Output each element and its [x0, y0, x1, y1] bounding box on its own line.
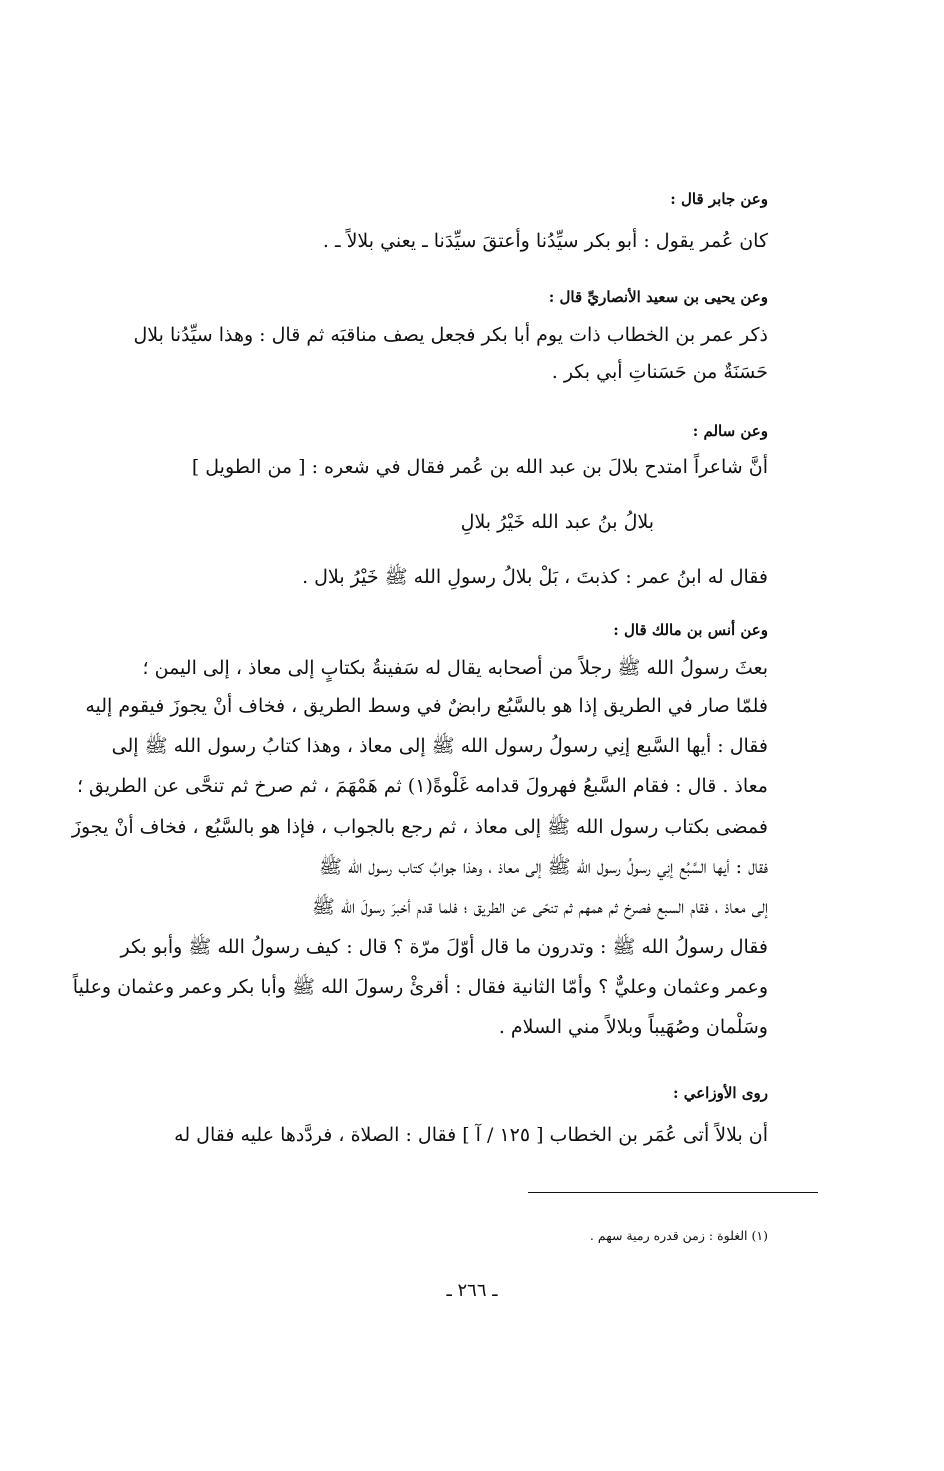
text-line: فمضى بكتاب رسول الله ﷺ إلى معاذ ، ثم رجع بالجواب ، فإذا هو بالسَّبُع ، فخاف أنْ يجوزَ — [71, 816, 768, 838]
heading-jabir: وعن جابر قال : — [670, 190, 768, 208]
footnote-divider — [528, 1192, 818, 1193]
text-line: فقال : أيها السَّبع إنِي رسولُ رسول الله ﷺ إلى معاذ ، وهذا كتابُ رسول الله ﷺ إلى — [111, 735, 768, 757]
text-line: معاذ . قال : فقام السَّبعُ فهرولَ قدامه غَلْوةً(١) ثم هَمْهَمَ ، ثم صرخ ثم تنحَّى عن الطريق ؛ — [76, 775, 768, 797]
text-line: بعثَ رسولُ الله ﷺ رجلاً من أصحابه يقال له سَفينةُ بكتابٍ إلى معاذ ، إلى اليمن ؛ — [142, 657, 768, 679]
heading-awzai: روى الأوزاعي : — [672, 1084, 768, 1102]
footnote: (١) الغلوة : زمن قدره رمية سهم . — [589, 1228, 768, 1243]
text-line: حَسَنَةٌ من حَسَناتِ أبي بكر . — [551, 361, 768, 383]
text-line: فقال رسولُ الله ﷺ : وتدرون ما قال أوّلَ مرّة ؟ قال : كيف رسولُ الله ﷺ وأبو بكر — [120, 936, 768, 958]
text-line: فقال له ابنُ عمر : كذبتَ ، بَلْ بلالُ رسولِ الله ﷺ خَيْرُ بلال . — [302, 566, 768, 588]
page-number: ـ ٢٦٦ ـ — [446, 1280, 498, 1301]
text-line: إلى معاذ ، فقام السبع فصرخ ثم همهم ثم تنحّى عن الطريق ؛ فلما قدم أخبرَ رسولَ الله ﷺ — [311, 896, 768, 918]
heading-salim: وعن سالم : — [692, 422, 768, 440]
text-line: أن بلالاً أتى عُمَر بن الخطاب [ ١٢٥ / آ ] فقال : الصلاة ، فردَّدها عليه فقال له — [174, 1124, 768, 1146]
text-line: أنَّ شاعراً امتدح بلالَ بن عبد الله بن عُمر فقال في شعره : [ من الطويل ] — [191, 456, 768, 478]
poetry-verse: بلالُ بنُ عبد الله خَيْرُ بلالِ — [460, 511, 654, 533]
text-line: فقال : أيها السَّبُع إنِي رسولُ رسول الله ﷺ إلى معاذ ، وهذا جوابُ كتاب رسول الله ﷺ — [319, 856, 768, 878]
heading-anas: وعن أنس بن مالك قال : — [613, 621, 768, 639]
text-line: كان عُمر يقول : أبو بكر سيِّدُنا وأعتقَ سيِّدَنا ـ يعني بلالاً ـ . — [322, 230, 768, 252]
text-line: فلمّا صار في الطريق إذا هو بالسَّبُع رابضٌ في وسط الطريق ، فخاف أنْ يجوزَ فيقوم إليه — [85, 695, 768, 717]
text-line: ذكر عمر بن الخطاب ذات يوم أبا بكر فجعل يصف مناقبَه ثم قال : وهذا سيِّدُنا بلال — [133, 324, 768, 346]
heading-yahya: وعن يحيى بن سعيد الأنصاريِّ قال : — [548, 288, 768, 306]
text-line: وسَلْمان وصُهَيباً وبلالاً مني السلام . — [498, 1016, 768, 1038]
text-line: وعمر وعثمان وعليٌّ ؟ وأمّا الثانية فقال : أقرئْ رسولَ الله ﷺ وأبا بكر وعمر وعثمان وعلياً — [72, 976, 768, 998]
